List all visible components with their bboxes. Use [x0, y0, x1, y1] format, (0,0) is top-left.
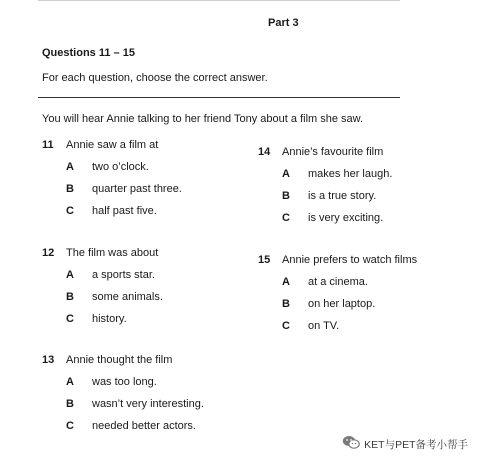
option-c[interactable]	[66, 312, 163, 326]
option-c[interactable]	[282, 211, 392, 225]
option-letter: B	[282, 190, 290, 202]
question-number: 15	[258, 254, 271, 266]
option-letter: C	[282, 212, 290, 224]
option-b[interactable]	[66, 290, 163, 304]
option-b[interactable]	[282, 297, 417, 311]
option-letter: A	[282, 168, 290, 180]
option-letter: C	[66, 313, 74, 325]
question-13	[42, 353, 204, 433]
question-number: 14	[258, 146, 271, 158]
option-text: on her laptop.	[308, 298, 376, 310]
wechat-icon	[342, 435, 364, 453]
option-text: makes her laugh.	[308, 168, 393, 180]
option-b[interactable]	[66, 397, 204, 411]
section-divider	[38, 97, 400, 98]
option-b[interactable]	[66, 182, 182, 196]
question-prompt: Annie prefers to watch films	[282, 254, 418, 266]
option-text: was too long.	[92, 376, 157, 388]
option-text: half past five.	[92, 205, 157, 217]
option-text: is a true story.	[308, 190, 377, 202]
question-prompt: Annie thought the film	[66, 354, 173, 366]
option-c[interactable]	[66, 419, 204, 433]
option-a[interactable]	[282, 275, 417, 289]
option-text: some animals.	[92, 291, 163, 303]
question-12	[42, 246, 163, 326]
option-text: two o’clock.	[92, 161, 149, 173]
question-prompt: Annie’s favourite film	[282, 146, 384, 158]
option-text: at a cinema.	[308, 276, 368, 288]
question-number: 13	[42, 354, 55, 366]
option-letter: C	[282, 320, 290, 332]
question-prompt: The film was about	[66, 247, 159, 259]
option-letter: A	[66, 161, 74, 173]
option-text: a sports star.	[92, 269, 155, 281]
option-letter: B	[282, 298, 290, 310]
listening-intro-text: You will hear Annie talking to her friend Tony about a film she saw.	[42, 113, 364, 125]
question-14	[258, 145, 392, 225]
option-letter: B	[66, 291, 74, 303]
part-title: Part 3	[268, 17, 299, 29]
option-c[interactable]	[282, 319, 417, 333]
instruction-text: For each question, choose the correct answer.	[42, 72, 268, 84]
option-letter: A	[66, 269, 74, 281]
option-letter: A	[66, 376, 74, 388]
option-a[interactable]	[282, 167, 392, 181]
option-a[interactable]	[66, 268, 163, 282]
option-letter: C	[66, 205, 74, 217]
option-letter: A	[282, 276, 290, 288]
question-number: 11	[42, 139, 54, 151]
option-a[interactable]	[66, 375, 204, 389]
question-15	[258, 253, 417, 333]
option-text: needed better actors.	[92, 420, 196, 432]
option-text: quarter past three.	[92, 183, 182, 195]
page-top-divider	[38, 0, 400, 1]
option-c[interactable]	[66, 204, 182, 218]
watermark-text: KET与PET备考小帮手	[364, 438, 468, 451]
option-text: on TV.	[308, 320, 340, 332]
question-prompt: Annie saw a film at	[66, 139, 159, 151]
option-letter: B	[66, 398, 74, 410]
option-b[interactable]	[282, 189, 392, 203]
option-letter: B	[66, 183, 74, 195]
option-a[interactable]	[66, 160, 182, 174]
watermark	[342, 435, 468, 453]
option-text: is very exciting.	[308, 212, 384, 224]
question-number: 12	[42, 247, 55, 259]
option-text: wasn’t very interesting.	[92, 398, 204, 410]
option-letter: C	[66, 420, 74, 432]
question-11	[42, 138, 182, 218]
questions-range-heading: Questions 11 – 15	[42, 47, 135, 59]
option-text: history.	[92, 313, 127, 325]
